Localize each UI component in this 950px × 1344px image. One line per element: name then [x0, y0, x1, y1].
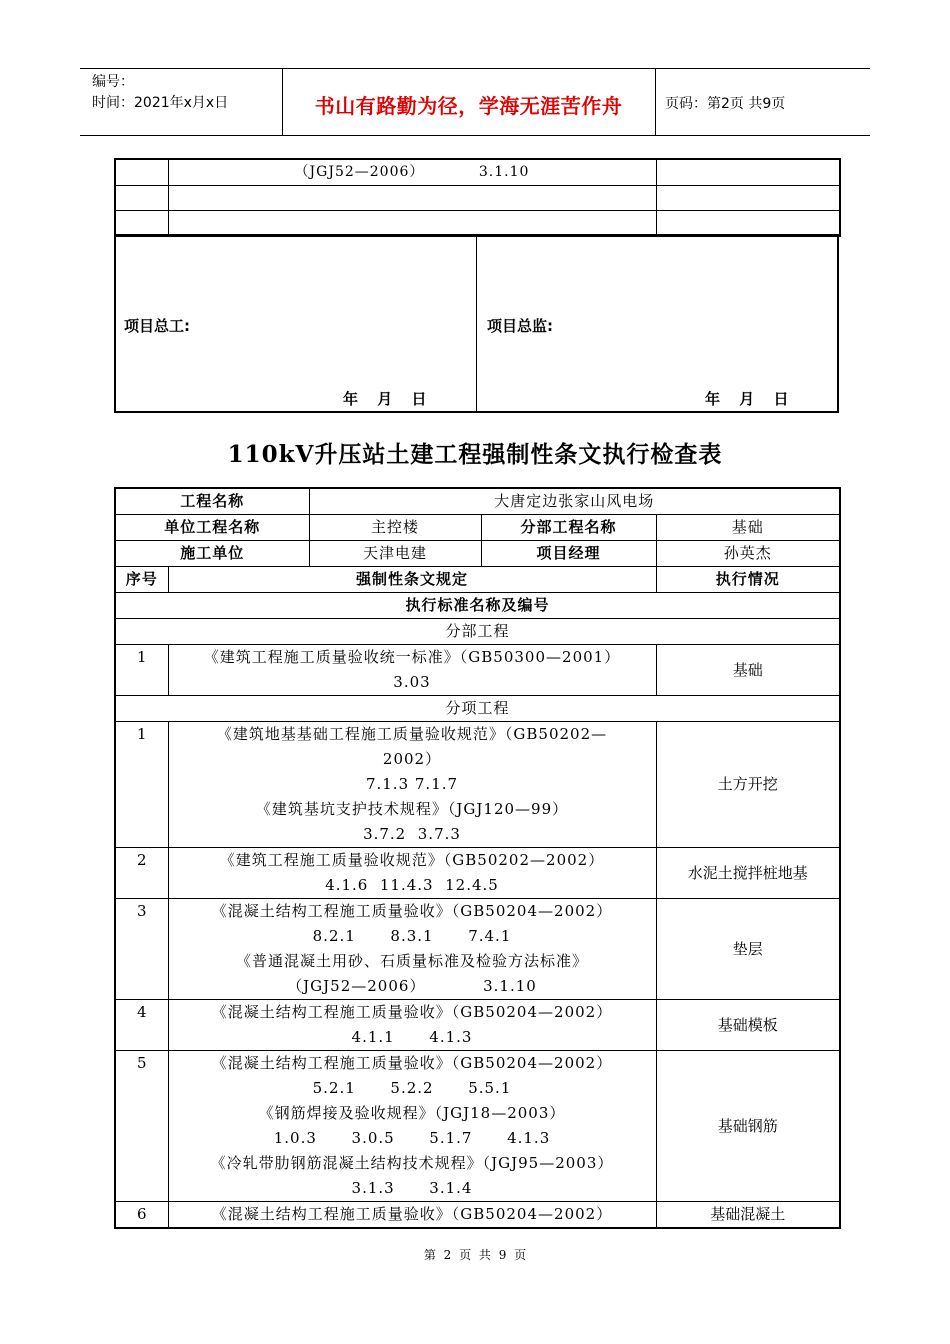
row-rule-text [168, 645, 656, 696]
table-row [115, 186, 840, 211]
table-row [115, 1000, 840, 1051]
row-status: 基础钢筋 [656, 1051, 840, 1202]
row-rule-text [168, 899, 656, 1000]
rule-line: 《建筑地基基础工程施工质量验收规范》（GB50202— [216, 725, 608, 743]
project-name-value: 大唐定边张家山风电场 [309, 488, 840, 515]
col-header-status: 执行情况 [656, 567, 840, 593]
division-rows [115, 645, 840, 696]
rule-line: 2002） [382, 750, 442, 768]
row-rule-text [168, 1051, 656, 1202]
rule-line: 《混凝土结构工程施工质量验收》（GB50204—2002） [211, 1205, 613, 1223]
rule-line: 《混凝土结构工程施工质量验收》（GB50204—2002） [211, 1054, 613, 1072]
standard-header: 执行标准名称及编号 [115, 593, 840, 619]
contractor-label: 施工单位 [115, 541, 309, 567]
row-number [115, 211, 168, 237]
row-rule-text [168, 848, 656, 899]
rule-line: 4.1.1 4.1.3 [351, 1028, 473, 1046]
row-rule-text [168, 1000, 656, 1051]
row-status: 基础模板 [656, 1000, 840, 1051]
header-page-label: 页码：第2页 共9页 [665, 96, 786, 112]
section-row [115, 593, 840, 619]
rule-line: 3.1.3 3.1.4 [351, 1179, 473, 1197]
page-title: 110kV升压站土建工程强制性条文执行检查表 [227, 441, 723, 468]
row-number: 5 [115, 1051, 168, 1202]
branch-value: 基础 [656, 515, 840, 541]
row-number: 1 [115, 722, 168, 848]
row-result [656, 186, 840, 211]
unit-value: 主控楼 [309, 515, 481, 541]
rule-line: 3.7.2 3.7.3 [363, 825, 461, 843]
row-number: 2 [115, 848, 168, 899]
row-text: （JGJ52—2006） 3.1.10 [168, 159, 656, 186]
table-row [115, 488, 840, 515]
col-header-rule: 强制性条文规定 [168, 567, 656, 593]
table-row [115, 848, 840, 899]
row-number [115, 159, 168, 186]
section-row [115, 619, 840, 645]
table-row [115, 515, 840, 541]
section-row [115, 696, 840, 722]
row-status: 基础 [656, 645, 840, 696]
contractor-value: 天津电建 [309, 541, 481, 567]
row-rule-text [168, 722, 656, 848]
project-name-label: 工程名称 [115, 488, 309, 515]
unit-label: 单位工程名称 [115, 515, 309, 541]
row-status: 水泥土搅拌桩地基 [656, 848, 840, 899]
rule-line: 《建筑基坑支护技术规程》（JGJ120—99） [255, 800, 569, 818]
rule-line: 《冷轧带肋钢筋混凝土结构技术规程》（JGJ95—2003） [210, 1154, 614, 1172]
row-text [168, 186, 656, 211]
signature-date-left: 年 月 日 [343, 390, 427, 408]
rule-line: （JGJ52—2006） 3.1.10 [287, 977, 537, 995]
column-header-row [115, 567, 840, 593]
rule-line: 《建筑工程施工质量验收规范》（GB50202—2002） [219, 851, 605, 869]
header-divider [655, 68, 656, 135]
rule-line: 《建筑工程施工质量验收统一标准》（GB50300—2001） [203, 648, 621, 666]
row-number: 3 [115, 899, 168, 1000]
row-result [656, 159, 840, 186]
rule-line: 7.1.3 7.1.7 [365, 775, 459, 793]
rule-line: 《钢筋焊接及验收规程》（JGJ18—2003） [258, 1104, 566, 1122]
subdivision-rows [115, 722, 840, 1229]
row-number [115, 186, 168, 211]
page-footer: 第 2 页 共 9 页 [423, 1248, 527, 1262]
table-row [115, 899, 840, 1000]
rule-line: 《混凝土结构工程施工质量验收》（GB50204—2002） [211, 1003, 613, 1021]
row-status: 基础混凝土 [656, 1202, 840, 1229]
rule-line: 1.0.3 3.0.5 5.1.7 4.1.3 [273, 1129, 551, 1147]
header-meta [92, 72, 228, 114]
col-header-no: 序号 [115, 567, 168, 593]
signature-date-right: 年 月 日 [705, 390, 789, 408]
table-row [115, 211, 840, 237]
division-header: 分部工程 [115, 619, 840, 645]
subdivision-header: 分项工程 [115, 696, 840, 722]
table-row [115, 1202, 840, 1229]
row-number: 1 [115, 645, 168, 696]
rule-line: 《混凝土结构工程施工质量验收》（GB50204—2002） [211, 902, 613, 920]
row-number: 6 [115, 1202, 168, 1229]
rule-line: 5.2.1 5.2.2 5.5.1 [312, 1079, 512, 1097]
time-label: 时间：2021年x月x日 [92, 95, 229, 111]
row-text [168, 211, 656, 237]
manager-label: 项目经理 [481, 541, 656, 567]
continuation-table [114, 158, 841, 237]
rule-line: 3.03 [393, 673, 431, 691]
table-row [115, 541, 840, 567]
header-top-rule [80, 68, 870, 69]
manager-value: 孙英杰 [656, 541, 840, 567]
header-motto: 书山有路勤为径，学海无涯苦作舟 [314, 94, 623, 118]
row-status: 土方开挖 [656, 722, 840, 848]
header-bottom-rule [80, 135, 870, 136]
inspection-table [114, 487, 841, 1229]
table-row [115, 1051, 840, 1202]
row-result [656, 211, 840, 237]
row-number: 4 [115, 1000, 168, 1051]
chief-supervisor-label: 项目总监: [487, 317, 553, 335]
table-row [115, 722, 840, 848]
rule-line: 4.1.6 11.4.3 12.4.5 [325, 876, 499, 894]
chief-engineer-label: 项目总工: [124, 317, 190, 335]
row-rule-text [168, 1202, 656, 1229]
signature-divider [476, 234, 477, 411]
rule-line: 8.2.1 8.3.1 7.4.1 [312, 927, 512, 945]
number-label: 编号： [92, 74, 134, 90]
rule-line: 《普通混凝土用砂、石质量标准及检验方法标准》 [236, 952, 589, 970]
row-status: 垫层 [656, 899, 840, 1000]
branch-label: 分部工程名称 [481, 515, 656, 541]
table-row [115, 159, 840, 186]
table-row [115, 645, 840, 696]
